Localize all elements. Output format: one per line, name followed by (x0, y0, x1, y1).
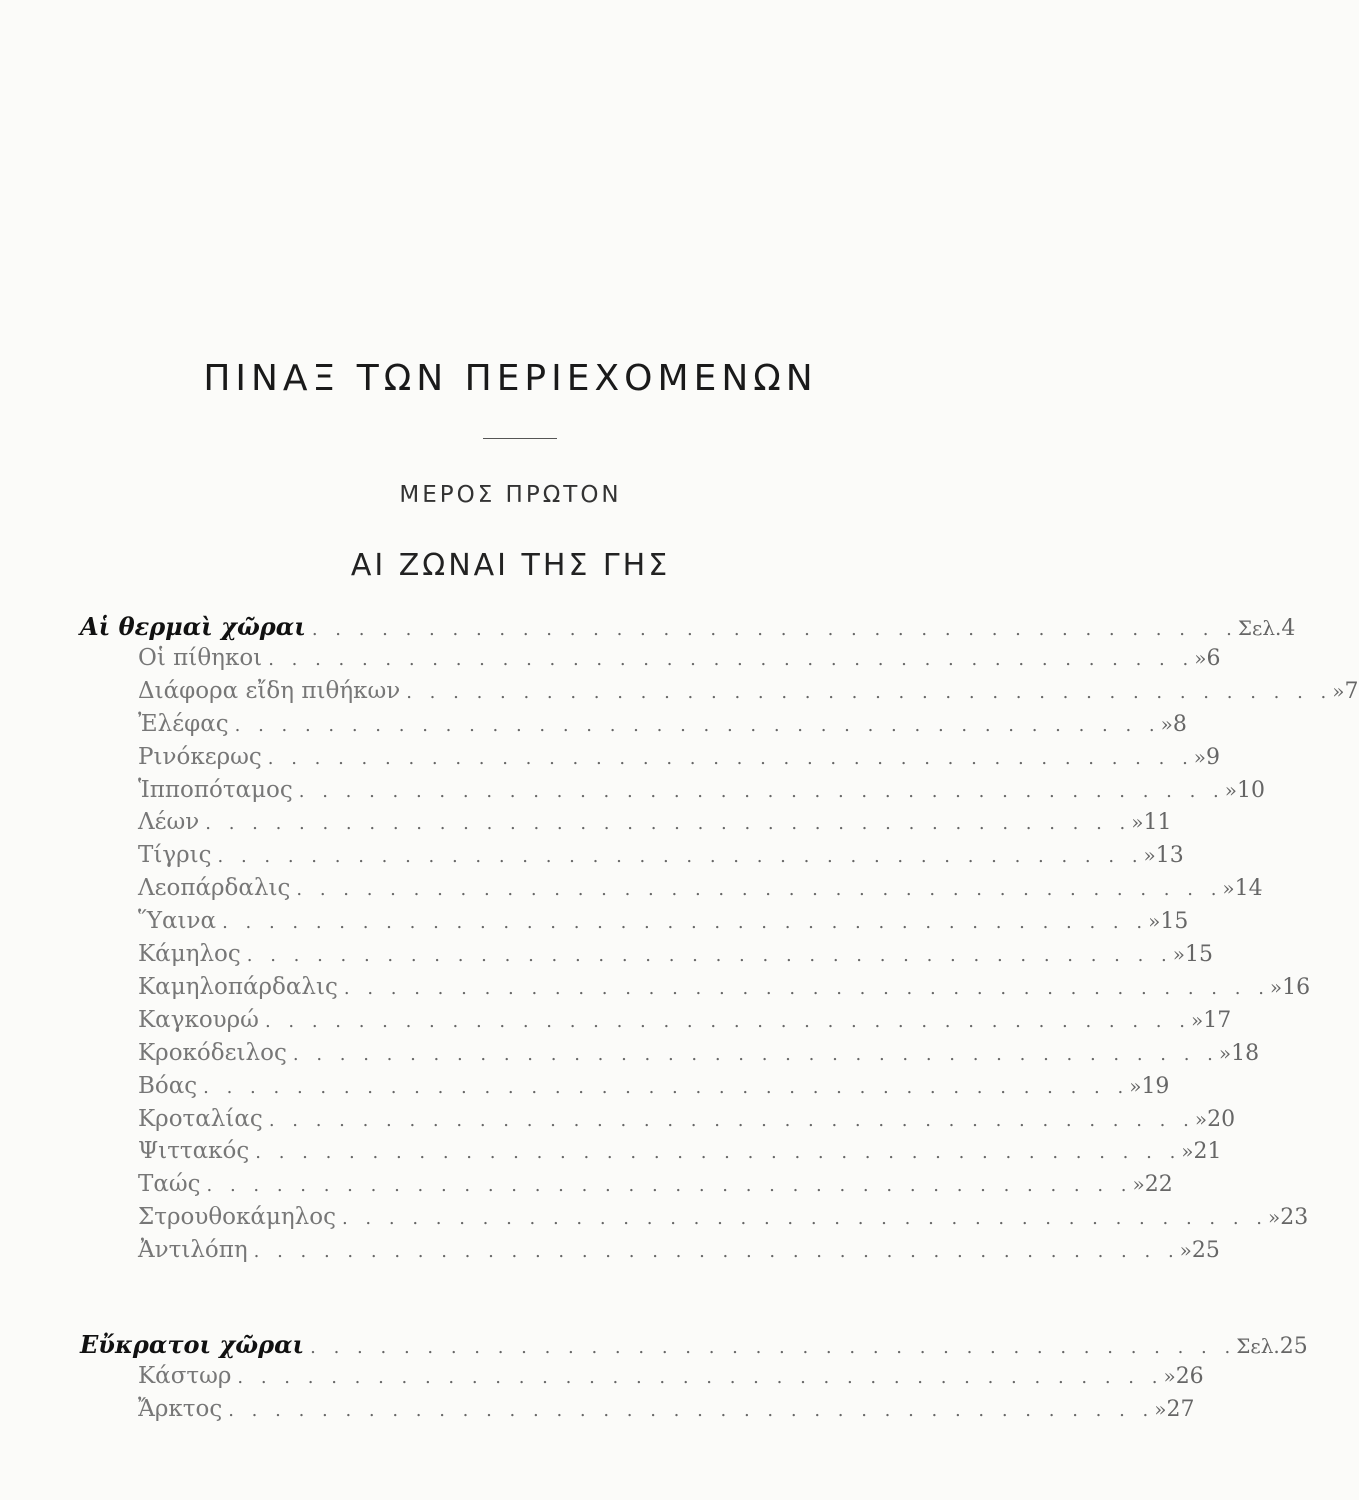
entry-label: Διάφορα εἴδη πιθήκων (138, 677, 401, 704)
page-abbrev: Σελ. (1236, 1334, 1280, 1358)
page-number: 27 (1166, 1396, 1195, 1422)
dot-leader: . . . . . . . . . . . . . . . . . . . . . . . . . . . . . . . . . . . . . . . . (217, 846, 1144, 868)
entry-label: Ρινόκερως (138, 743, 262, 770)
entry-label: Κροταλίας (138, 1105, 263, 1132)
page-number: 10 (1237, 777, 1266, 803)
ditto-mark: » (1148, 909, 1161, 934)
page-number: 7 (1344, 678, 1359, 704)
ditto-mark: » (1160, 711, 1173, 736)
dot-leader: . . . . . . . . . . . . . . . . . . . . . . . . . . . . . . . . . . . . . . . . (237, 1366, 1164, 1388)
dot-leader: . . . . . . . . . . . . . . . . . . . . . . . . . . . . . . . . . . . . . . . . (292, 1043, 1219, 1065)
ditto-mark: » (1131, 810, 1144, 835)
toc-entry (138, 1138, 1222, 1168)
page-title: ΠΙΝΑΞ ΤΩΝ ΠΕΡΙΕΧΟΜΕΝΩΝ (203, 358, 818, 399)
toc-entry (138, 1171, 1173, 1201)
entry-label: Ψιττακός (138, 1138, 250, 1165)
toc-entry (138, 1204, 1309, 1234)
entry-label: Λεοπάρδαλις (138, 875, 291, 902)
title-divider (483, 438, 557, 439)
page-number: 13 (1155, 843, 1184, 869)
toc-entry (138, 710, 1187, 741)
page-number: 15 (1185, 942, 1214, 967)
dot-leader: . . . . . . . . . . . . . . . . . . . . . . . . . . . . . . . . . . . . . . . . (228, 1399, 1155, 1421)
entry-label: Κροκόδειλος (138, 1039, 287, 1066)
subject-title: ΑΙ ΖΩΝΑΙ ΤΗΣ ΓΗΣ (350, 548, 671, 583)
dot-leader: . . . . . . . . . . . . . . . . . . . . . . . . . . . . . . . . . . . . . . . . (341, 1208, 1268, 1230)
part-title: ΜΕΡΟΣ ΠΡΩΤΟΝ (399, 482, 622, 508)
page-number: 23 (1280, 1205, 1309, 1231)
dot-leader: . . . . . . . . . . . . . . . . . . . . . . . . . . . . . . . . . . . . . . . . (253, 1241, 1180, 1263)
dot-leader: . . . . . . . . . . . . . . . . . . . . . . . . . . . . . . . . . . . . . . . . (267, 747, 1194, 769)
entry-label: Ἐλέφας (138, 710, 229, 737)
entry-label: Τίγρις (138, 842, 212, 869)
toc-entry (138, 677, 1359, 708)
ditto-mark: » (1190, 1007, 1204, 1032)
page-number: 9 (1206, 744, 1221, 770)
ditto-mark: » (1143, 843, 1156, 868)
entry-label: Ἄρκτος (138, 1395, 223, 1422)
ditto-mark: » (1194, 1106, 1208, 1131)
section-heading-row (80, 1330, 1308, 1360)
toc-entry (138, 1039, 1260, 1070)
toc-entry (138, 1105, 1236, 1136)
ditto-mark: » (1193, 744, 1207, 769)
entry-label: Ὕαινα (138, 908, 217, 935)
page-number: 22 (1144, 1172, 1173, 1198)
page-number: 14 (1234, 876, 1263, 902)
dot-leader: . . . . . . . . . . . . . . . . . . . . . . . . . . . . . . . . . . . . . . . . (406, 681, 1333, 703)
page-number: 20 (1207, 1106, 1236, 1132)
entry-label: Λέων (138, 809, 200, 836)
page-number: 25 (1191, 1238, 1220, 1264)
entry-label: Κάμηλος (138, 941, 241, 967)
ditto-mark: » (1132, 1172, 1145, 1197)
dot-leader: . . . . . . . . . . . . . . . . . . . . . . . . . . . . . . . . . . . . . . . . (296, 879, 1223, 901)
ditto-mark: » (1129, 1073, 1142, 1098)
toc-entry (138, 776, 1266, 807)
page-number: 6 (1206, 645, 1221, 671)
entry-label: Καγκουρώ (138, 1006, 259, 1033)
toc-entry (138, 1237, 1220, 1267)
toc-entry (138, 1395, 1195, 1426)
ditto-mark: » (1222, 876, 1235, 901)
page-number: 11 (1143, 810, 1172, 836)
page-number: 26 (1175, 1363, 1204, 1389)
ditto-mark: » (1194, 645, 1207, 670)
ditto-mark: » (1179, 1238, 1192, 1263)
ditto-mark: » (1154, 1396, 1167, 1421)
page-number: 19 (1141, 1073, 1170, 1099)
dot-leader: . . . . . . . . . . . . . . . . . . . . . . . . . . . . . . . . . . . . . . . . (298, 780, 1225, 802)
entry-label: Οἱ πίθηκοι (138, 644, 263, 671)
ditto-mark: » (1181, 1139, 1194, 1164)
dot-leader: . . . . . . . . . . . . . . . . . . . . . . . . . . . . . . . . . . . . . . . . (310, 1337, 1237, 1358)
section-heading-label: Εὔκρατοι χῶραι (80, 1330, 305, 1359)
toc-entry (138, 908, 1189, 938)
page-abbrev: Σελ. (1237, 616, 1282, 640)
ditto-mark: » (1268, 1205, 1281, 1230)
page-number: 21 (1193, 1139, 1222, 1165)
dot-leader: . . . . . . . . . . . . . . . . . . . . . . . . . . . . . . . . . . . . . . . . (343, 977, 1270, 999)
toc-entry (138, 842, 1184, 872)
dot-leader: . . . . . . . . . . . . . . . . . . . . . . . . . . . . . . . . . . . . . . . . (246, 945, 1173, 966)
dot-leader: . . . . . . . . . . . . . . . . . . . . . . . . . . . . . . . . . . . . . . . . (264, 1010, 1191, 1032)
dot-leader: . . . . . . . . . . . . . . . . . . . . . . . . . . . . . . . . . . . . . . . . (311, 619, 1238, 640)
toc-entry (138, 875, 1263, 905)
dot-leader: . . . . . . . . . . . . . . . . . . . . . . . . . . . . . . . . . . . . . . . . (203, 1076, 1130, 1098)
entry-label: Κάστωρ (138, 1362, 232, 1389)
entry-label: Καμηλοπάρδαλις (138, 973, 338, 1000)
toc-entry (138, 1072, 1170, 1103)
entry-label: Ἀντιλόπη (138, 1237, 248, 1264)
toc-entry (138, 809, 1172, 839)
dot-leader: . . . . . . . . . . . . . . . . . . . . . . . . . . . . . . . . . . . . . . . . (234, 714, 1161, 736)
ditto-mark: » (1163, 1363, 1176, 1388)
entry-label: Ταώς (138, 1171, 201, 1198)
ditto-mark: » (1332, 678, 1345, 703)
toc-entry (138, 941, 1214, 971)
ditto-mark: » (1269, 974, 1283, 999)
toc-entry (138, 1006, 1232, 1037)
dot-leader: . . . . . . . . . . . . . . . . . . . . . . . . . . . . . . . . . . . . . . . . (255, 1142, 1182, 1164)
entry-label: Βόας (138, 1072, 198, 1099)
toc-entry (138, 644, 1221, 675)
dot-leader: . . . . . . . . . . . . . . . . . . . . . . . . . . . . . . . . . . . . . . . . (268, 1109, 1195, 1131)
page-number: 25 (1279, 1334, 1308, 1359)
ditto-mark: » (1218, 1040, 1232, 1065)
page-number: 16 (1282, 974, 1311, 1000)
page-number: 18 (1231, 1040, 1260, 1066)
page-number: 4 (1281, 616, 1296, 641)
dot-leader: . . . . . . . . . . . . . . . . . . . . . . . . . . . . . . . . . . . . . . . . (206, 1175, 1133, 1197)
toc-entry (138, 743, 1221, 774)
entry-label: Ἱπποπόταμος (138, 776, 293, 803)
dot-leader: . . . . . . . . . . . . . . . . . . . . . . . . . . . . . . . . . . . . . . . . (205, 813, 1132, 835)
page-number: 15 (1160, 909, 1189, 935)
dot-leader: . . . . . . . . . . . . . . . . . . . . . . . . . . . . . . . . . . . . . . . . (222, 912, 1149, 934)
ditto-mark: » (1224, 777, 1238, 802)
page-number: 17 (1203, 1007, 1232, 1033)
toc-entry (138, 973, 1311, 1004)
page-number: 8 (1172, 711, 1187, 737)
toc-entry (138, 1362, 1204, 1393)
entry-label: Στρουθοκάμηλος (138, 1204, 336, 1231)
dot-leader: . . . . . . . . . . . . . . . . . . . . . . . . . . . . . . . . . . . . . . . . (268, 648, 1195, 670)
ditto-mark: » (1172, 942, 1186, 966)
section-heading-row (80, 612, 1296, 642)
section-heading-label: Αἱ θερμαὶ χῶραι (80, 612, 306, 641)
